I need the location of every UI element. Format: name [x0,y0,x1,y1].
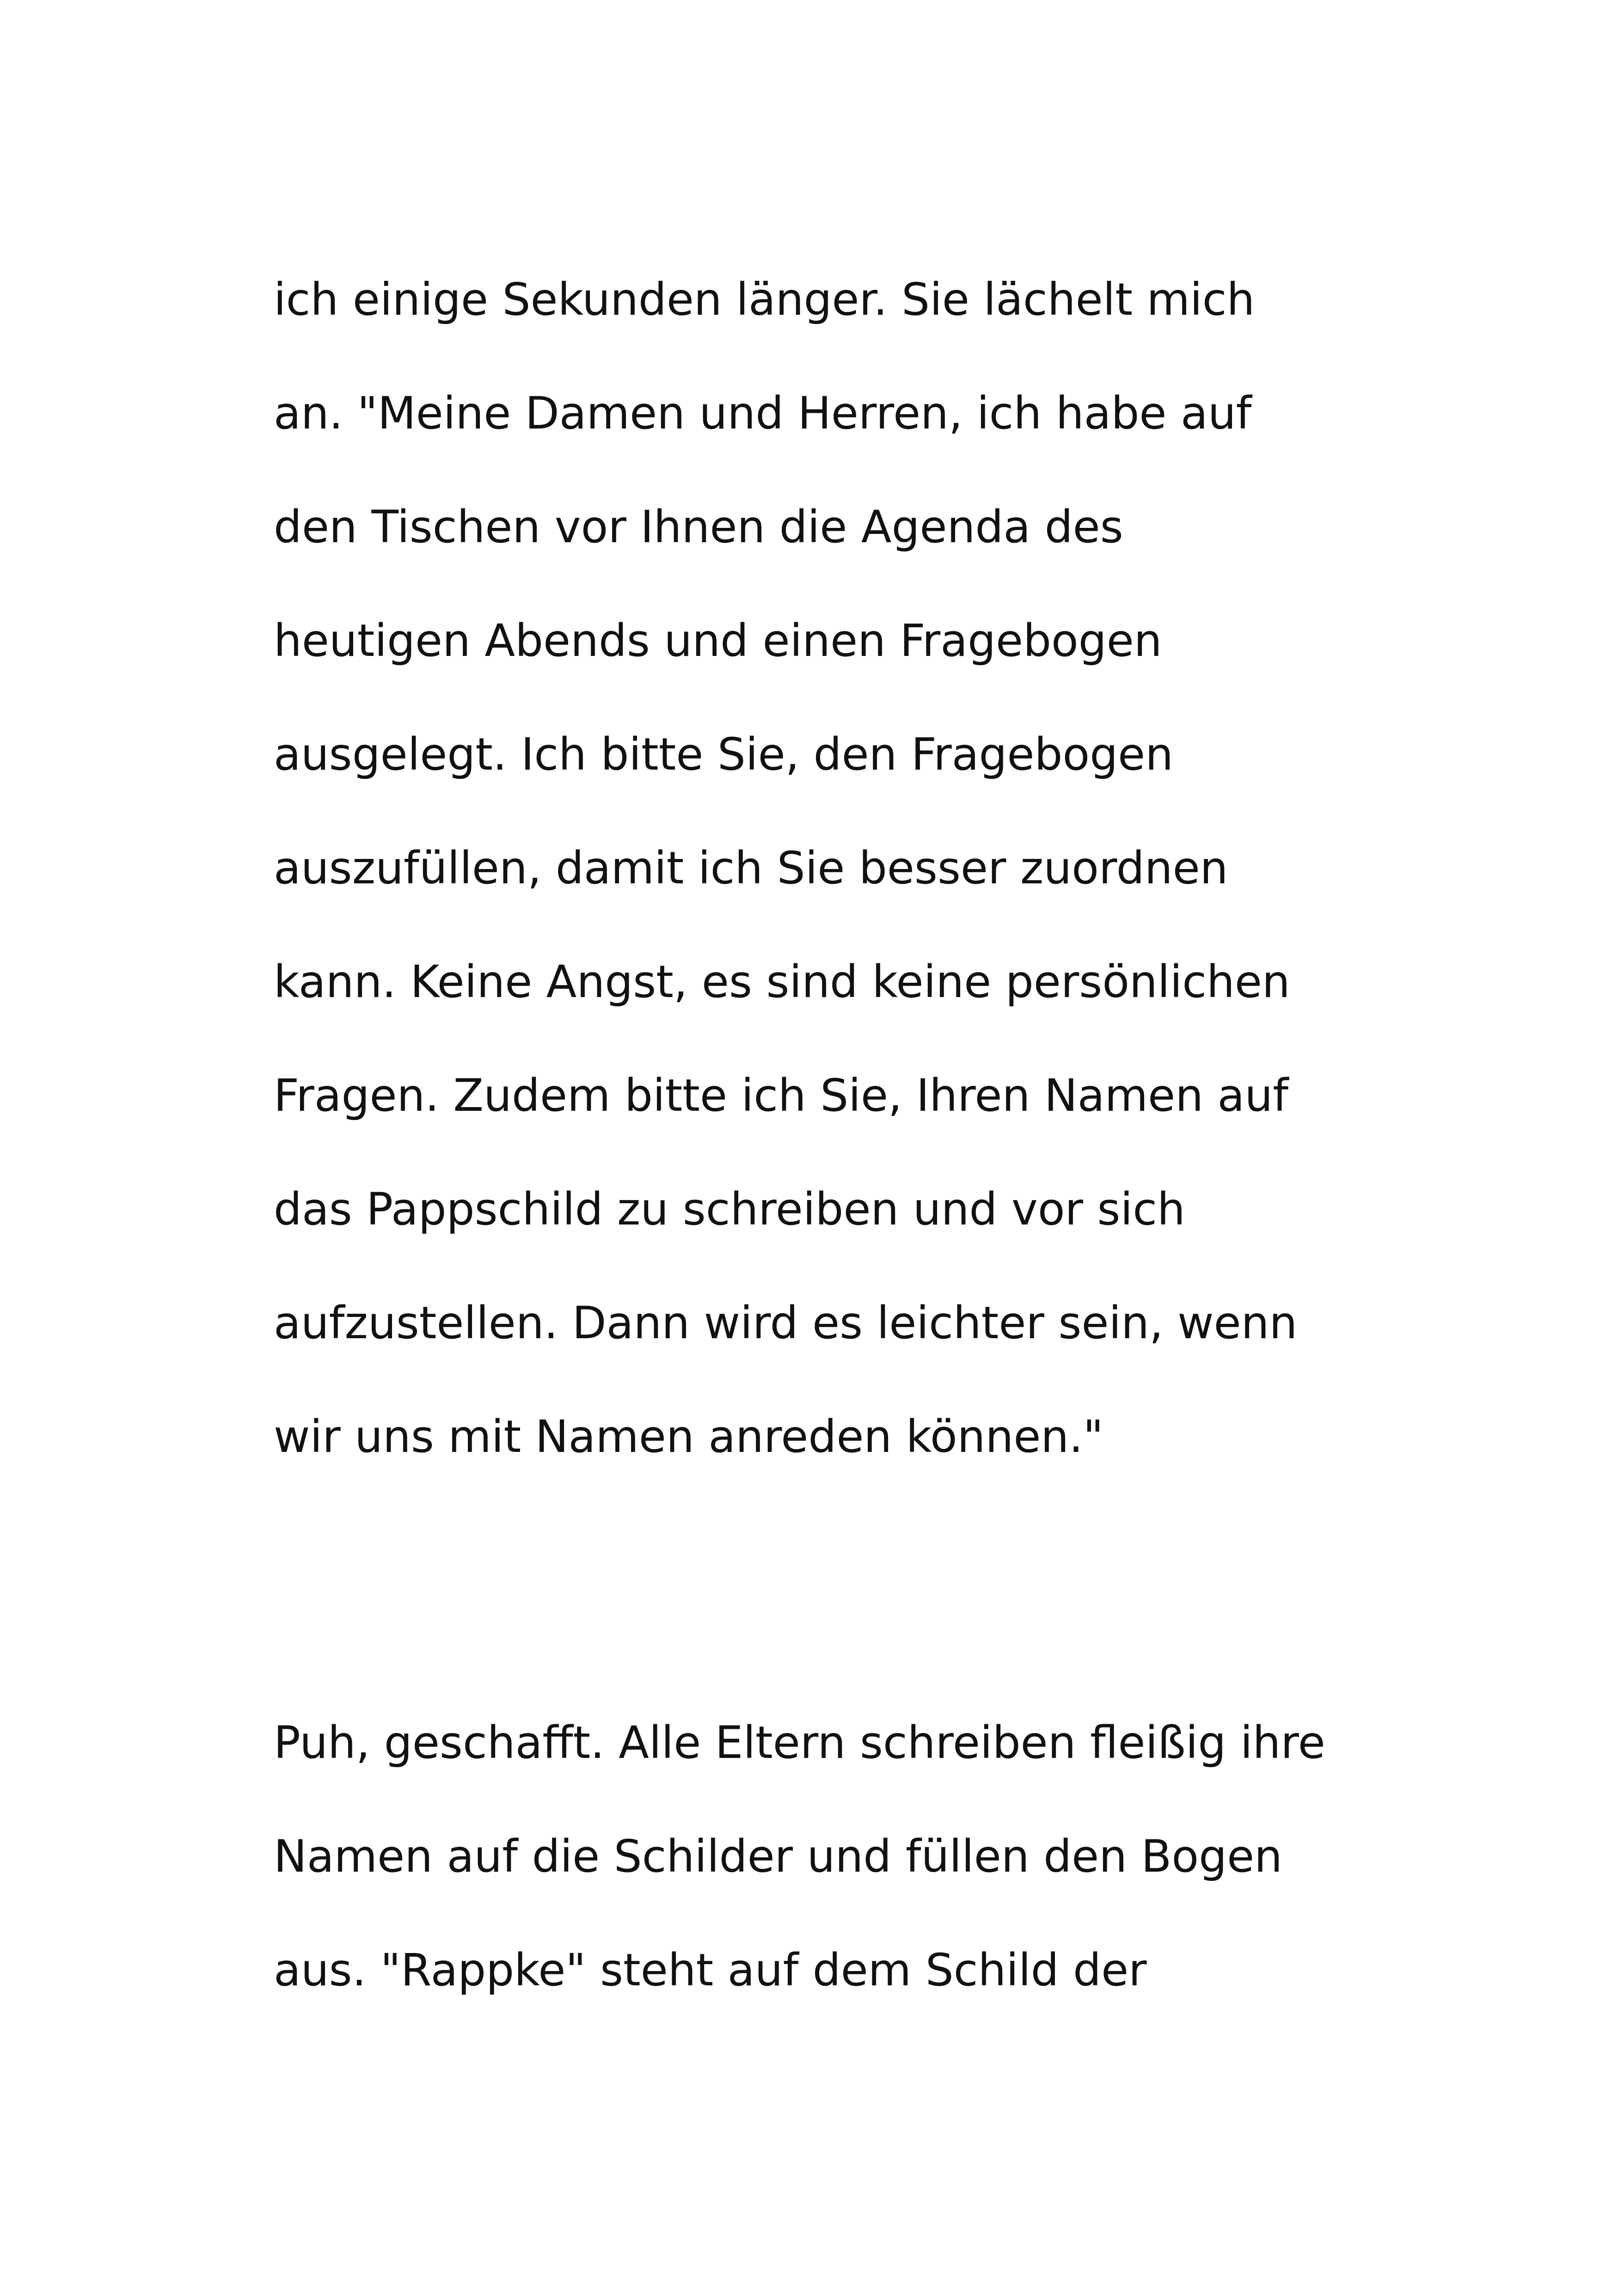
text-line: Puh, geschafft. Alle Eltern schreiben fleißig ihre [274,1717,1325,1769]
text-line: kann. Keine Angst, es sind keine persönlichen [274,956,1290,1008]
text-line: das Pappschild zu schreiben und vor sich [274,1183,1185,1235]
text-line: Fragen. Zudem bitte ich Sie, Ihren Namen auf [274,1070,1289,1121]
text-line: aus. "Rappke" steht auf dem Schild der [274,1944,1147,1996]
text-line: an. "Meine Damen und Herren, ich habe auf [274,387,1252,439]
text-line: Namen auf die Schilder und füllen den Bogen [274,1831,1282,1882]
text-line: ich einige Sekunden länger. Sie lächelt mich [274,274,1255,325]
text-line: wir uns mit Namen anreden können." [274,1411,1103,1463]
text-line: heutigen Abends und einen Fragebogen [274,615,1162,667]
text-line: ausgelegt. Ich bitte Sie, den Fragebogen [274,729,1174,780]
text-line: den Tischen vor Ihnen die Agenda des [274,501,1123,553]
text-line: aufzustellen. Dann wird es leichter sein, wenn [274,1297,1298,1349]
text-line: auszufüllen, damit ich Sie besser zuordnen [274,842,1228,894]
